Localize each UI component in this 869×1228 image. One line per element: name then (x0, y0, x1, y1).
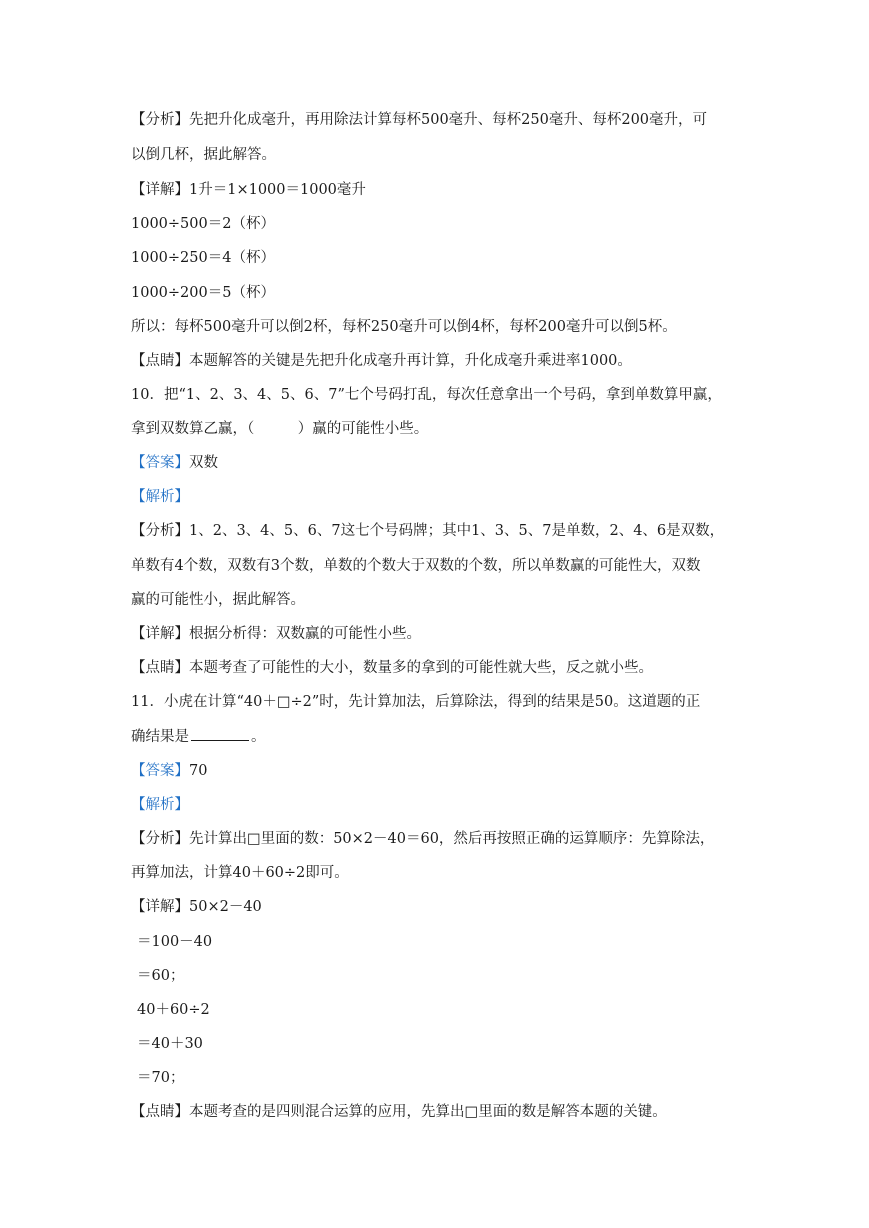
answer-value: 双数 (189, 455, 218, 471)
question-10-line-1: 10．把“1、2、3、4、5、6、7”七个号码打乱，每次任意拿出一个号码，拿到单数算甲赢， (131, 387, 722, 403)
question-11-line-2 (131, 726, 751, 747)
comment-line: 【点睛】本题解答的关键是先把升化成毫升再计算，升化成毫升乘进率1000。 (131, 353, 632, 369)
analysis-10-line-3: 赢的可能性小，据此解答。 (131, 592, 305, 608)
step-line-3: 40＋60÷2 (137, 1002, 210, 1018)
analysis-line-1: 【分析】先把升化成毫升，再用除法计算每杯500毫升、每杯250毫升、每杯200毫升，可 (131, 112, 708, 128)
calc-line-2: 1000÷250＝4（杯） (131, 250, 275, 266)
analysis-10-line-2: 单数有4个数，双数有3个数，单数的个数大于双数的个数，所以单数赢的可能性大，双数 (131, 558, 701, 574)
question-10-line-2: 拿到双数算乙赢，（ ）赢的可能性小些。 (131, 421, 429, 437)
step-line-2: ＝60； (137, 968, 185, 984)
solution-tag-11: 【解析】 (131, 797, 189, 813)
answer-blank (191, 726, 249, 741)
step-line-4: ＝40＋30 (137, 1036, 203, 1052)
answer-line-10 (131, 453, 751, 473)
question-11-end: 。 (251, 729, 266, 745)
calc-line-1: 1000÷500＝2（杯） (131, 216, 275, 232)
step-line-1: ＝100－40 (137, 934, 213, 950)
question-11-line-1: 11．小虎在计算“40＋□÷2”时，先计算加法，后算除法，得到的结果是50。这道题的正 (131, 694, 701, 710)
answer-value: 70 (189, 763, 208, 779)
detail-11-line: 【详解】50×2－40 (131, 899, 262, 915)
calc-line-3: 1000÷200＝5（杯） (131, 285, 275, 301)
step-line-5: ＝70； (137, 1070, 185, 1086)
answer-tag: 【答案】 (131, 455, 189, 471)
question-11-text: 确结果是 (131, 729, 189, 745)
solution-tag-10: 【解析】 (131, 489, 189, 505)
detail-10-line: 【详解】根据分析得：双数赢的可能性小些。 (131, 626, 421, 642)
comment-10-line: 【点睛】本题考查了可能性的大小，数量多的拿到的可能性就大些，反之就小些。 (131, 660, 653, 676)
analysis-10-line-1: 【分析】1、2、3、4、5、6、7这七个号码牌；其中1、3、5、7是单数，2、4、6是双数， (131, 523, 725, 539)
analysis-11-line-1: 【分析】先计算出□里面的数：50×2－40＝60，然后再按照正确的运算顺序：先算除法， (131, 831, 715, 847)
analysis-11-line-2: 再算加法，计算40＋60÷2即可。 (131, 865, 349, 881)
comment-11-line: 【点睛】本题考查的是四则混合运算的应用，先算出□里面的数是解答本题的关键。 (131, 1104, 667, 1120)
analysis-line-2: 以倒几杯，据此解答。 (131, 147, 276, 163)
detail-line-1: 【详解】1升＝1×1000＝1000毫升 (131, 182, 366, 198)
answer-tag: 【答案】 (131, 763, 189, 779)
answer-line-11 (131, 761, 751, 781)
conclusion-line: 所以：每杯500毫升可以倒2杯，每杯250毫升可以倒4杯，每杯200毫升可以倒5杯。 (131, 319, 677, 335)
